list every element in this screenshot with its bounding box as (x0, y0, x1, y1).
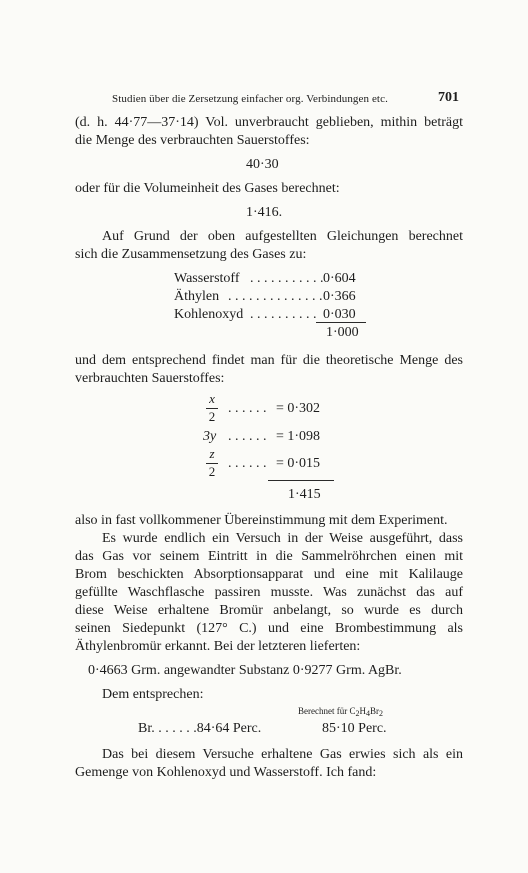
calc-header: Berechnet für C2H4Br2 (298, 706, 383, 718)
text-line: Äthylenbromür erkannt. Bei der letzteren lieferten: (75, 639, 361, 654)
text-line: Dem entsprechen: (102, 687, 204, 702)
sum-rule (316, 322, 366, 323)
page-number: 701 (438, 90, 459, 105)
dot-leader: . . . . . . (228, 401, 267, 416)
dot-leader: . . . . . . . . . . . . . . (228, 289, 323, 304)
text-line: diese Weise erhaltene Bromür anbelangt, so wurde es durch (75, 603, 463, 618)
calculated-value: 85·10 Perc. (322, 721, 387, 736)
formula-value: 40·30 (246, 157, 279, 172)
measurement-line: 0·4663 Grm. angewandter Substanz 0·9277 Grm. AgBr. (88, 663, 402, 678)
text-line: oder für die Volumeinheit des Gases berechnet: (75, 181, 340, 196)
composition-total: 1·000 (326, 325, 359, 340)
text-line: seinen Siedepunkt (127° C.) und eine Brombestimmung als (75, 621, 463, 636)
running-title: Studien über die Zersetzung einfacher org. Verbindungen etc. (112, 93, 388, 105)
text-line: Auf Grund der oben aufgestellten Gleichungen berechnet (102, 229, 463, 244)
oxygen-expression: 3y (203, 429, 217, 444)
composition-value: 0·604 (323, 271, 356, 286)
text-line: gefüllte Waschflasche passiren musste. Was zunächst das auf (75, 585, 463, 600)
oxygen-value: = 0·302 (276, 401, 321, 416)
fraction-denominator: 2 (208, 409, 216, 424)
formula-value: 1·416. (246, 205, 283, 220)
composition-label: Wasserstoff (174, 271, 240, 286)
text-line: Gemenge von Kohlenoxyd und Wasserstoff. Ich fand: (75, 765, 377, 780)
dot-leader: . . . . . . . . . . . (250, 271, 324, 286)
text-line: das Gas vor seinem Eintritt in die Sammelröhrchen einen mit (75, 549, 463, 564)
fraction-denominator: 2 (208, 464, 216, 479)
text-line: also in fast vollkommener Übereinstimmung mit dem Experiment. (75, 513, 448, 528)
found-value: Br. . . . . . .84·64 Perc. (138, 721, 262, 736)
composition-label: Äthylen (174, 289, 220, 304)
composition-label: Kohlenoxyd (174, 307, 244, 322)
text-line: Das bei diesem Versuche erhaltene Gas erwies sich als ein (102, 747, 463, 762)
text-line: und dem entsprechend findet man für die theoretische Menge des (75, 353, 463, 368)
fraction-numerator: z (209, 446, 215, 461)
oxygen-value: = 1·098 (276, 429, 321, 444)
text-line: die Menge des verbrauchten Sauerstoffes: (75, 133, 310, 148)
text-line: Brom beschickten Absorptionsapparat und eine mit Kalilauge (75, 567, 463, 582)
sum-rule (268, 480, 334, 481)
dot-leader: . . . . . . (228, 429, 267, 444)
composition-value: 0·366 (323, 289, 356, 304)
composition-value: 0·030 (323, 307, 356, 322)
oxygen-total: 1·415 (288, 487, 321, 502)
fraction-numerator: x (209, 391, 215, 406)
text-line: verbrauchten Sauerstoffes: (75, 371, 225, 386)
dot-leader: . . . . . . (228, 456, 267, 471)
dot-leader: . . . . . . . . . . (250, 307, 317, 322)
text-line: (d. h. 44·77—37·14) Vol. unverbraucht geblieben, mithin beträgt (75, 115, 463, 130)
oxygen-value: = 0·015 (276, 456, 321, 471)
text-line: Es wurde endlich ein Versuch in der Weise ausgeführt, dass (102, 531, 463, 546)
text-line: sich die Zusammensetzung des Gases zu: (75, 247, 307, 262)
